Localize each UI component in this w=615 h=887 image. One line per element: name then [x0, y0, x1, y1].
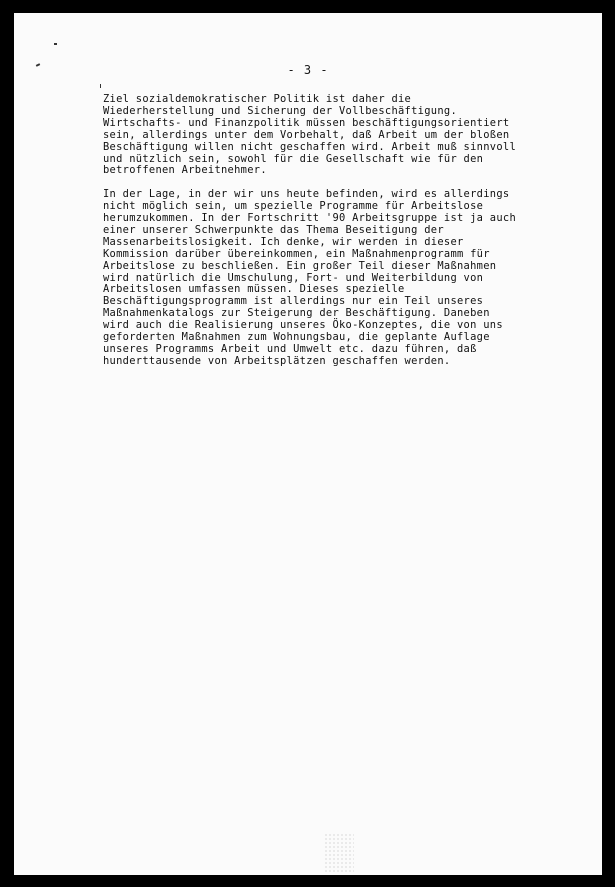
page-number: - 3 - [287, 63, 329, 77]
document-page [14, 13, 602, 875]
body-text [103, 94, 573, 380]
scan-speck [54, 43, 57, 45]
paragraph-2: In der Lage, in der wir uns heute befinden, wird es allerdings nicht möglich sein, um spezielle Programme für Arbeitslose herumzukommen. In der Fortschritt '90 Arbeitsgruppe ist ja auch einer unserer Schwerpunkte das Thema Beseitigung der Massenarbeitslosigkeit. Ich denke, wir werden in dieser Kommission darüber übereinkommen, ein Maßnahmenprogramm für Arbeitslose zu beschließen. Ein großer Teil dieser Maßnahmen wird natürlich die Umschulung, Fort- und Weiterbildung von Arbeitslosen umfassen müssen. Dieses spezielle Beschäftigungsprogramm ist allerdings nur ein Teil unseres Maßnahmenkatalogs zur Steigerung der Beschäftigung. Daneben wird auch die Realisierung unseres Öko-Konzeptes, die von uns geforderten Maßnahmen zum Wohnungsbau, die geplante Auflage unseres Programms Arbeit und Umwelt etc. dazu führen, daß hunderttausende von Arbeitsplätzen geschaffen werden. [103, 188, 517, 367]
paragraph-1: Ziel sozialdemokratischer Politik ist daher die Wiederherstellung und Sicherung der Vollbeschäftigung. Wirtschafts- und Finanzpolitik müssen beschäftigungsorientiert sein, allerdings unter dem Vorbehalt, daß Arbeit um der bloßen Beschäftigung willen nicht geschaffen wird. Arbeit muß sinnvoll und nützlich sein, sowohl für die Gesellschaft wie für den betroffenen Arbeitnehmer. [103, 93, 517, 177]
scan-noise [324, 833, 354, 873]
scan-speck [100, 84, 101, 88]
